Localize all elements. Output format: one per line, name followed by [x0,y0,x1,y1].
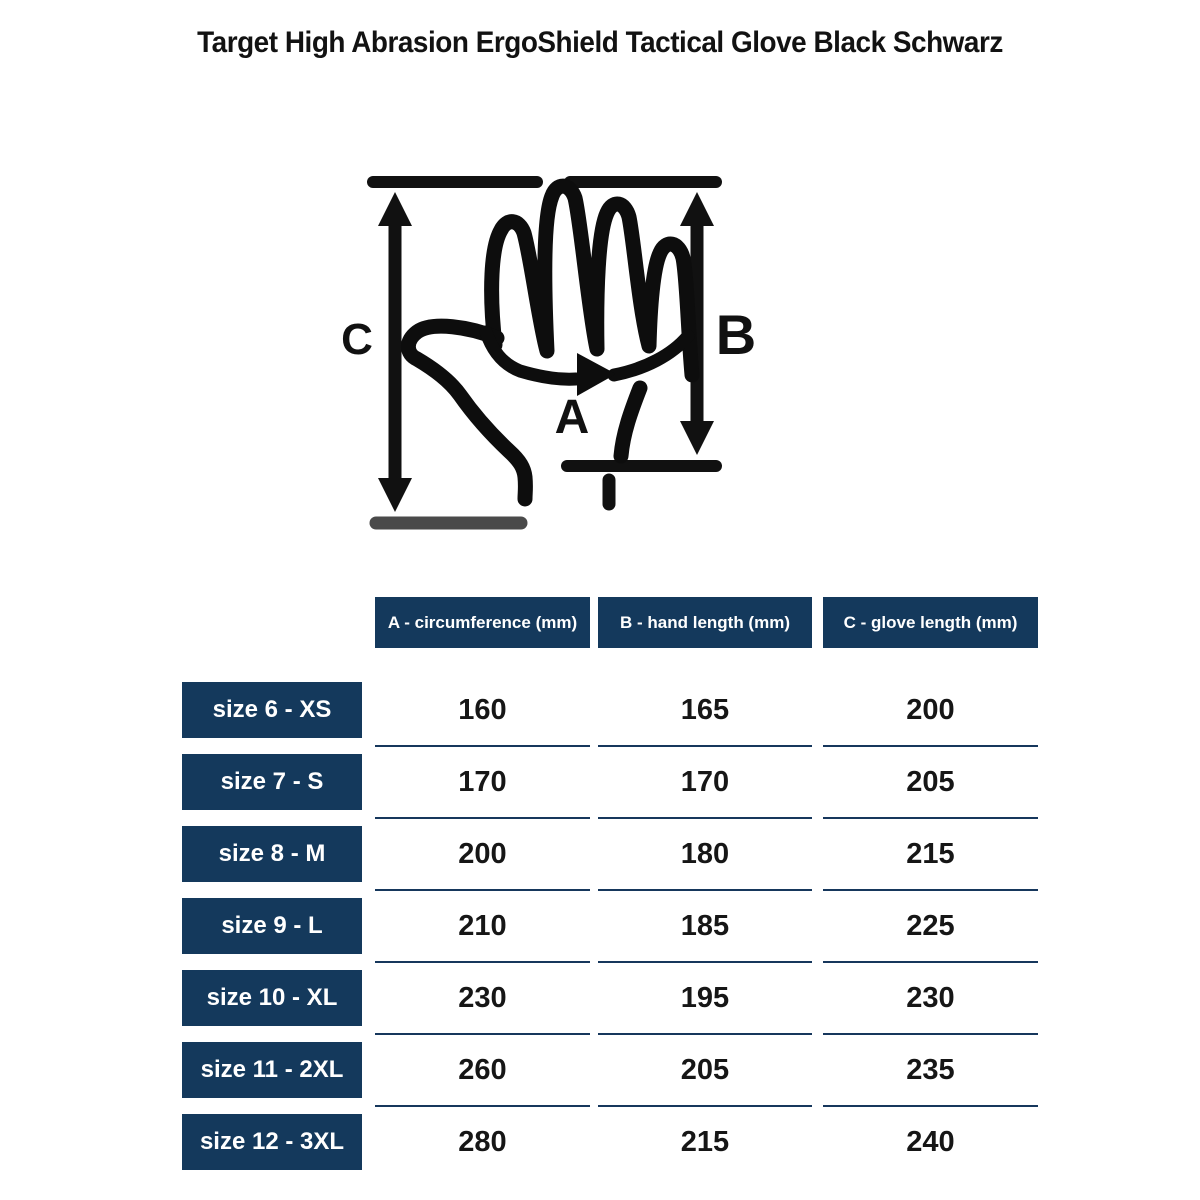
table-row [0,754,1200,810]
row-underline [823,889,1038,891]
size-table-rows [0,682,1200,1186]
table-row [0,970,1200,1026]
circumference-arrow-a [486,332,688,396]
diagram-label-b: B [715,303,757,366]
cell-glove-length [823,970,1038,1026]
cell-hand-length [598,754,812,810]
cell-circumference [375,1114,590,1170]
size-label: size 9 - L [182,898,362,954]
cell-glove-length [823,1042,1038,1098]
row-underline [823,961,1038,963]
row-underline [375,1105,590,1107]
cell-value: 225 [906,909,955,942]
cell-glove-length [823,754,1038,810]
palm-heel-outline [621,388,640,456]
cell-value: 165 [680,693,730,726]
cell-hand-length [598,898,812,954]
size-label: size 8 - M [182,826,362,882]
size-label: size 10 - XL [182,970,362,1026]
cell-value: 170 [680,765,730,798]
cell-glove-length [823,1114,1038,1170]
cell-hand-length [598,826,812,882]
cell-value: 200 [458,837,507,870]
hand-measurement-illustration [340,162,770,557]
cell-glove-length [823,682,1038,738]
row-underline [375,1033,590,1035]
diagram-label-c: C [341,315,373,364]
cell-value: 215 [906,837,955,870]
cell-value: 195 [680,981,730,1014]
diagram-label-a: A [554,391,590,444]
cell-value: 210 [458,909,507,942]
cell-circumference [375,1042,590,1098]
row-underline [823,745,1038,747]
row-underline [375,745,590,747]
cell-value: 240 [906,1125,955,1158]
cell-circumference [375,826,590,882]
row-underline [598,1033,812,1035]
hand-measurement-diagram [340,162,770,557]
row-underline [598,961,812,963]
cell-value: 205 [906,765,955,798]
row-underline [598,1105,812,1107]
cell-glove-length [823,898,1038,954]
cell-glove-length [823,826,1038,882]
cell-hand-length [598,970,812,1026]
cell-value: 205 [680,1053,730,1086]
row-underline [598,745,812,747]
table-row [0,682,1200,738]
cell-value: 170 [458,765,507,798]
table-row [0,826,1200,882]
size-label: size 12 - 3XL [182,1114,362,1170]
cell-value: 185 [680,909,730,942]
cell-hand-length [598,1042,812,1098]
column-header-circumference: A - circumference (mm) [375,597,590,648]
row-underline [823,1033,1038,1035]
row-underline [598,889,812,891]
cell-circumference [375,682,590,738]
table-row [0,1042,1200,1098]
cell-value: 260 [458,1053,507,1086]
cell-circumference [375,970,590,1026]
row-underline [375,817,590,819]
row-underline [823,817,1038,819]
cell-value: 200 [906,693,955,726]
cell-circumference [375,754,590,810]
table-row [0,1114,1200,1170]
size-label: size 7 - S [182,754,362,810]
column-header-hand-length: B - hand length (mm) [598,597,812,648]
size-label: size 6 - XS [182,682,362,738]
page-title: Target High Abrasion ErgoShield Tactical Glove Black Schwarz [197,26,1003,59]
table-row [0,898,1200,954]
cell-circumference [375,898,590,954]
cell-hand-length [598,682,812,738]
row-underline [375,961,590,963]
cell-value: 235 [906,1053,955,1086]
cell-value: 160 [458,693,507,726]
row-underline [823,1105,1038,1107]
row-underline [375,889,590,891]
cell-value: 280 [458,1125,507,1158]
column-header-glove-length: C - glove length (mm) [823,597,1038,648]
row-underline [598,817,812,819]
cell-value: 230 [458,981,507,1014]
size-label: size 11 - 2XL [182,1042,362,1098]
thumb-outline [408,326,525,499]
cell-hand-length [598,1114,812,1170]
cell-value: 180 [680,837,730,870]
fingers-outline [492,186,692,375]
cell-value: 215 [680,1125,730,1158]
hand-icon [408,186,692,499]
cell-value: 230 [906,981,955,1014]
